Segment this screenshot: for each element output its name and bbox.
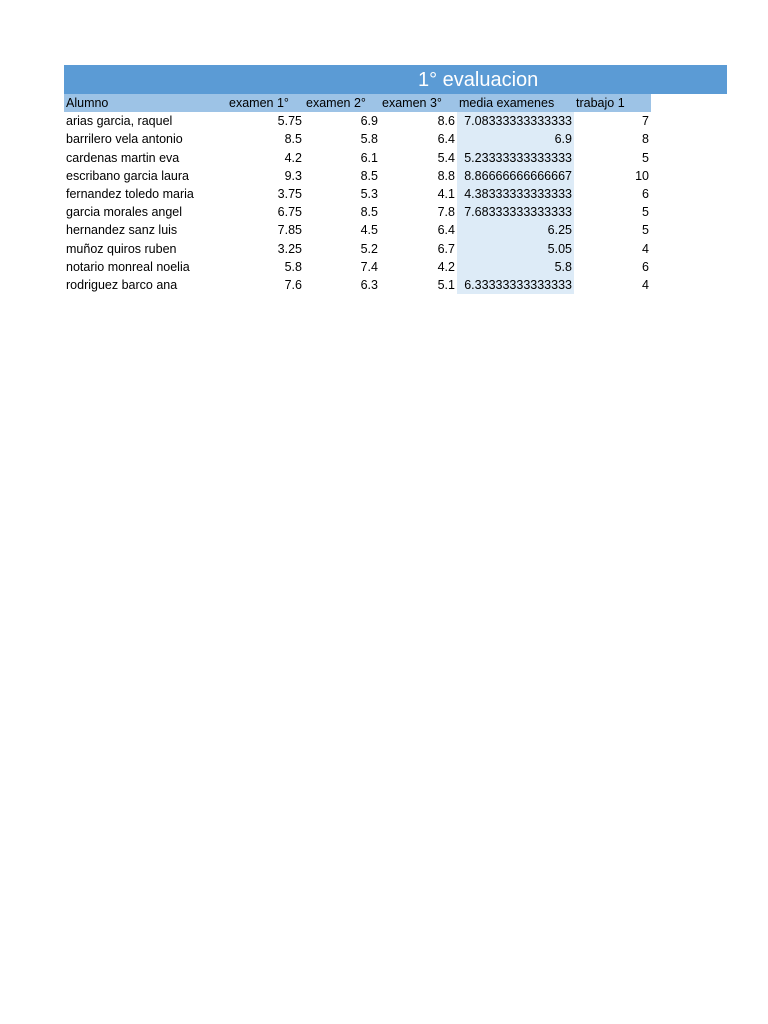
cell-trabajo-1: 4 xyxy=(642,241,649,256)
cell-examen-2: 5.8 xyxy=(360,132,378,147)
cell-media-examenes: 5.23333333333333 xyxy=(457,149,574,167)
table-row xyxy=(64,112,651,130)
sheet-title: 1° evaluacion xyxy=(418,69,539,91)
cell-examen-2: 8.5 xyxy=(360,168,378,183)
cell-examen-2: 6.3 xyxy=(360,278,378,293)
cell-examen-3: 5.1 xyxy=(437,278,455,293)
table-row xyxy=(64,203,651,221)
cell-examen-2: 6.9 xyxy=(360,114,378,129)
cell-examen-1: 5.75 xyxy=(277,114,302,129)
cell-alumno: notario monreal noelia xyxy=(66,259,190,274)
cell-media-examenes: 7.68333333333333 xyxy=(457,203,574,221)
cell-examen-2: 6.1 xyxy=(360,150,378,165)
cell-trabajo-1: 4 xyxy=(642,278,649,293)
cell-alumno: barrilero vela antonio xyxy=(66,132,183,147)
cell-alumno: garcia morales angel xyxy=(66,205,183,220)
cell-alumno: arias garcia, raquel xyxy=(66,114,173,129)
title-bar xyxy=(64,65,727,94)
cell-examen-2: 5.2 xyxy=(360,241,378,256)
header-media-examenes: media examenes xyxy=(457,94,574,112)
cell-examen-1: 8.5 xyxy=(284,132,302,147)
cell-examen-1: 6.75 xyxy=(277,205,302,220)
cell-alumno: fernandez toledo maria xyxy=(66,187,194,202)
cell-examen-3: 8.8 xyxy=(437,168,455,183)
table-row xyxy=(64,130,651,148)
cell-examen-3: 6.4 xyxy=(437,132,455,147)
cell-media-examenes: 7.08333333333333 xyxy=(457,112,574,130)
cell-alumno: hernandez sanz luis xyxy=(66,223,178,238)
cell-trabajo-1: 5 xyxy=(642,150,649,165)
cell-trabajo-1: 6 xyxy=(642,187,649,202)
cell-media-examenes: 6.9 xyxy=(457,130,574,148)
cell-media-examenes: 8.86666666666667 xyxy=(457,167,574,185)
grade-sheet xyxy=(64,65,727,294)
cell-trabajo-1: 7 xyxy=(642,114,649,129)
cell-trabajo-1: 5 xyxy=(642,205,649,220)
cell-examen-1: 4.2 xyxy=(284,150,302,165)
cell-examen-3: 7.8 xyxy=(437,205,455,220)
table-row xyxy=(64,185,651,203)
cell-examen-3: 4.2 xyxy=(437,259,455,274)
header-alumno: Alumno xyxy=(64,94,227,112)
cell-examen-1: 9.3 xyxy=(284,168,302,183)
header-row xyxy=(64,94,651,112)
header-examen-3: examen 3° xyxy=(380,94,457,112)
cell-trabajo-1: 5 xyxy=(642,223,649,238)
cell-examen-1: 3.75 xyxy=(277,187,302,202)
table-row xyxy=(64,167,651,185)
cell-examen-1: 7.85 xyxy=(277,223,302,238)
cell-examen-3: 4.1 xyxy=(437,187,455,202)
cell-examen-2: 5.3 xyxy=(360,187,378,202)
table-row xyxy=(64,240,651,258)
table-row xyxy=(64,221,651,239)
cell-media-examenes: 6.33333333333333 xyxy=(457,276,574,294)
header-examen-2: examen 2° xyxy=(304,94,380,112)
cell-examen-2: 4.5 xyxy=(360,223,378,238)
header-examen-1: examen 1° xyxy=(227,94,304,112)
cell-examen-3: 5.4 xyxy=(437,150,455,165)
cell-alumno: cardenas martin eva xyxy=(66,150,180,165)
cell-examen-1: 7.6 xyxy=(284,278,302,293)
table-row xyxy=(64,149,651,167)
cell-examen-1: 5.8 xyxy=(284,259,302,274)
cell-alumno: muñoz quiros ruben xyxy=(66,241,177,256)
cell-alumno: rodriguez barco ana xyxy=(66,278,178,293)
cell-examen-3: 6.7 xyxy=(437,241,455,256)
cell-media-examenes: 4.38333333333333 xyxy=(457,185,574,203)
grades-table xyxy=(64,94,651,294)
header-trabajo-1: trabajo 1 xyxy=(574,94,651,112)
cell-trabajo-1: 8 xyxy=(642,132,649,147)
cell-media-examenes: 5.05 xyxy=(457,240,574,258)
cell-examen-3: 6.4 xyxy=(437,223,455,238)
cell-examen-1: 3.25 xyxy=(277,241,302,256)
table-row xyxy=(64,276,651,294)
cell-alumno: escribano garcia laura xyxy=(66,168,189,183)
cell-media-examenes: 6.25 xyxy=(457,221,574,239)
cell-trabajo-1: 10 xyxy=(635,168,649,183)
cell-trabajo-1: 6 xyxy=(642,259,649,274)
table-row xyxy=(64,258,651,276)
cell-examen-3: 8.6 xyxy=(437,114,455,129)
cell-media-examenes: 5.8 xyxy=(457,258,574,276)
cell-examen-2: 8.5 xyxy=(360,205,378,220)
cell-examen-2: 7.4 xyxy=(360,259,378,274)
